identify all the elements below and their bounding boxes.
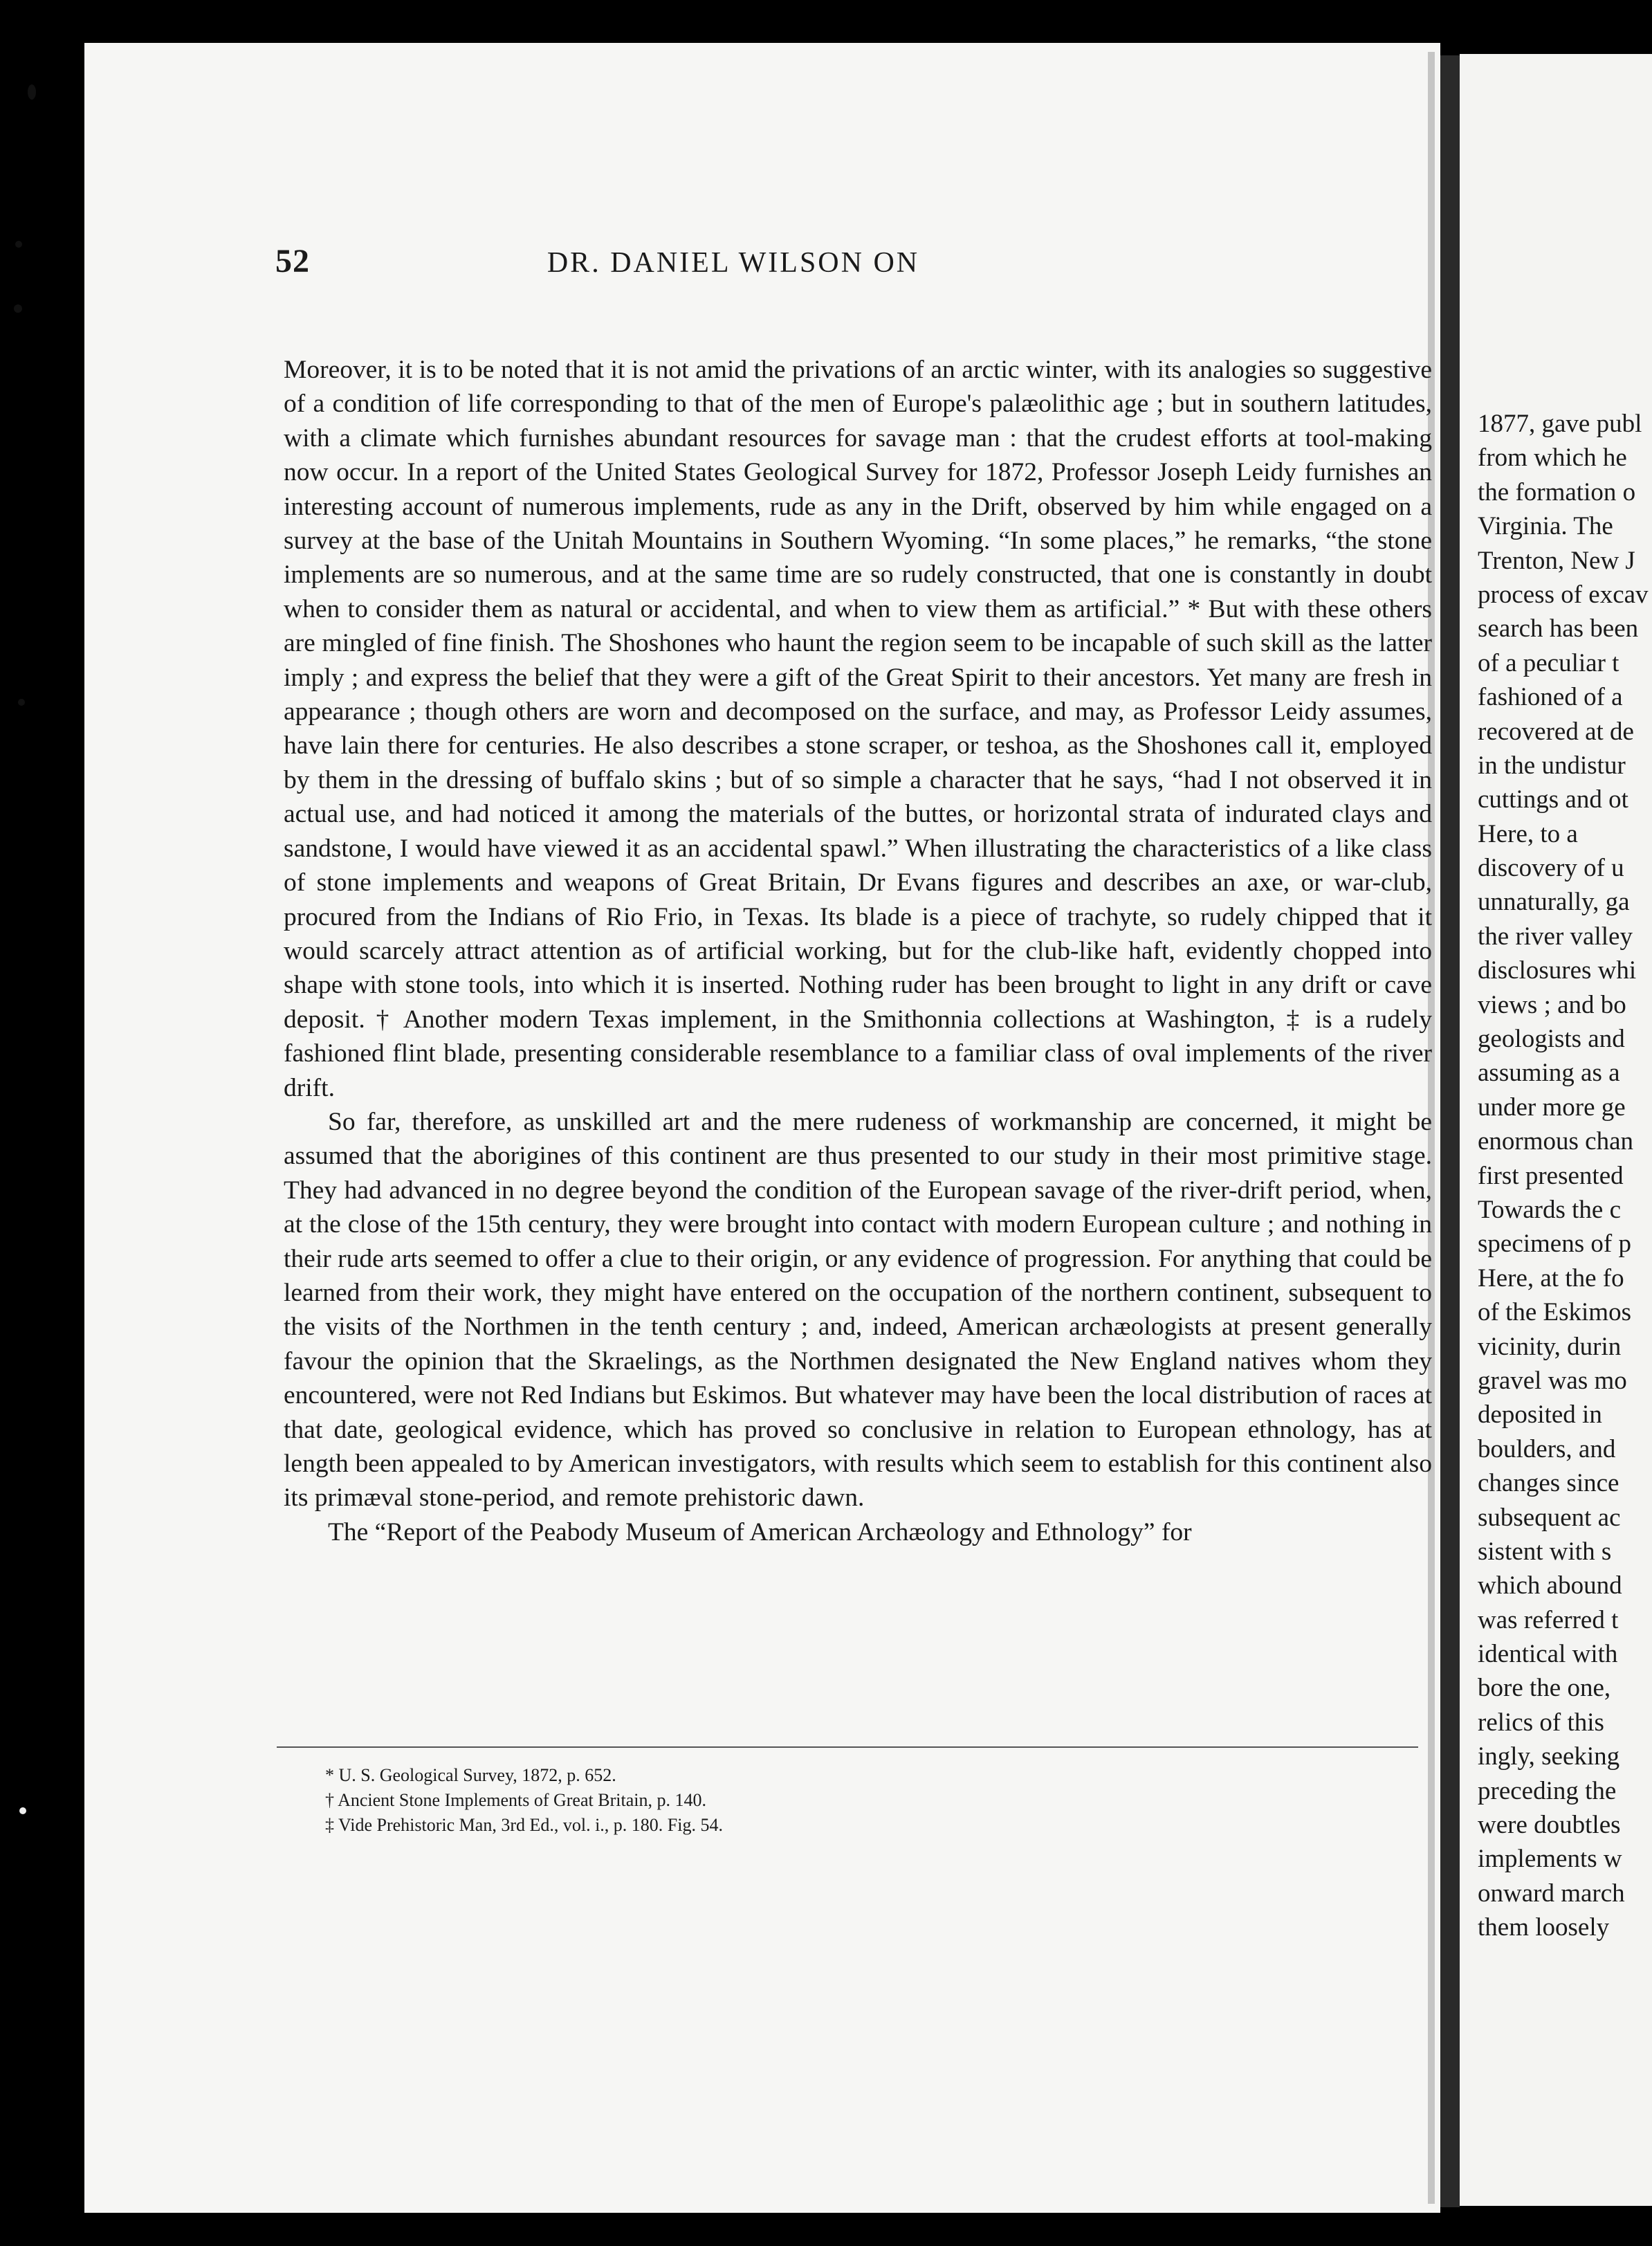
right-page [1460, 54, 1652, 2206]
right-page-line: subsequent ac [1478, 1503, 1621, 1532]
right-page-line: assuming as a [1478, 1059, 1620, 1088]
right-page-line: specimens of p [1478, 1230, 1631, 1259]
right-page-line: unnaturally, ga [1478, 888, 1630, 917]
scan-edge [0, 0, 42, 2246]
right-page-line: Virginia. The [1478, 512, 1613, 541]
right-page-line: the river valley [1478, 922, 1633, 951]
right-page-line: was referred t [1478, 1605, 1619, 1634]
right-page-line: deposited in [1478, 1400, 1602, 1430]
running-head: DR. DANIEL WILSON ON [547, 247, 920, 279]
right-page-line: views ; and bo [1478, 990, 1626, 1019]
footnote: † Ancient Stone Implements of Great Britain, p. 140. [325, 1790, 706, 1810]
right-page-text [1478, 407, 1652, 1945]
right-page-line: first presented [1478, 1161, 1624, 1190]
body-text [284, 353, 1432, 1549]
right-page-line: enormous chan [1478, 1127, 1634, 1156]
scan-speck [19, 1807, 26, 1814]
right-page-line: sistent with s [1478, 1537, 1612, 1566]
right-page-line: which abound [1478, 1571, 1622, 1600]
footnote: ‡ Vide Prehistoric Man, 3rd Ed., vol. i., p. 180. Fig. 54. [325, 1815, 723, 1835]
right-page-line: Here, at the fo [1478, 1263, 1624, 1293]
right-page-line: of a peculiar t [1478, 648, 1619, 677]
right-page-line: identical with [1478, 1640, 1618, 1669]
right-page-line: the formation o [1478, 477, 1636, 506]
right-page-line: fashioned of a [1478, 683, 1623, 712]
right-page-line: cuttings and ot [1478, 785, 1628, 814]
paragraph: So far, therefore, as unskilled art and the mere rudeness of workmanship are concerned, it might be assumed that the aborigines of this continent are thus presented to our study in their most primitive stage. They had advanced in no degree beyond the condition of the European savage of the river-drift period, when, at the close of the 15th century, they were brought into contact with modern European culture ; and nothing in their rude arts seemed to offer a clue to their origin, or any evidence of progression. For anything that could be learned from their work, they might have entered on the occupation of the northern continent, subsequent to the visits of the Northmen in the tenth century ; and, indeed, American archæologists at present generally favour the opinion that the Skraelings, as the Northmen designated the New England natives whom they encountered, were not Red Indians but Eskimos. But whatever may have been the local distribution of races at that date, geological evidence, which has proved so conclusive in relation to European ethnology, has at length been appealed to by American investigators, with results which seem to establish for this continent also its primæval stone-period, and remote prehistoric dawn. [284, 1107, 1432, 1513]
right-page-line: 1877, gave publ [1478, 410, 1642, 438]
right-page-line: discovery of u [1478, 854, 1624, 883]
right-page-line: disclosures whi [1478, 956, 1637, 985]
right-page-line: from which he [1478, 444, 1627, 473]
right-page-line: relics of this [1478, 1708, 1604, 1737]
footnote: * U. S. Geological Survey, 1872, p. 652. [325, 1765, 616, 1785]
right-page-line: Trenton, New J [1478, 546, 1635, 575]
right-page-line: under more ge [1478, 1093, 1626, 1122]
right-page-line: onward march [1478, 1879, 1625, 1908]
right-page-line: in the undistur [1478, 751, 1626, 780]
right-page-line: boulders, and [1478, 1434, 1616, 1463]
right-page-line: search has been [1478, 614, 1639, 643]
right-page-line: of the Eskimos [1478, 1298, 1631, 1327]
right-page-line: implements w [1478, 1845, 1622, 1874]
footnotes [325, 1763, 723, 1838]
right-page-line: Towards the c [1478, 1195, 1622, 1224]
right-page-line: changes since [1478, 1469, 1619, 1498]
right-page-line: recovered at de [1478, 717, 1634, 746]
right-page-line: vicinity, durin [1478, 1332, 1622, 1361]
right-page-line: ingly, seeking [1478, 1742, 1620, 1771]
right-page-line: Here, to a [1478, 819, 1578, 848]
right-page-line: preceding the [1478, 1776, 1617, 1805]
right-page-line: were doubtles [1478, 1811, 1621, 1840]
right-page-line: bore the one, [1478, 1674, 1611, 1703]
scan-speck [18, 699, 25, 706]
scan-speck [28, 84, 36, 100]
right-page-line: geologists and [1478, 1025, 1625, 1054]
paragraph: Moreover, it is to be noted that it is not amid the privations of an arctic winter, with its analogies so suggestive of a condition of life corresponding to that of the men of Europe's palæolithic age ; but in southern latitudes, with a climate which furnishes abundant resources for savage man : that the crudest efforts at tool-making now occur. In a report of the United States Geological Survey for 1872, Professor Joseph Leidy furnishes an interesting account of numerous implements, rude as any in the Drift, observed by him while engaged on a survey at the base of the Unitah Mountains in Southern Wyoming. “In some places,” he remarks, “the stone implements are so numerous, and at the same time are so rudely constructed, that one is constantly in doubt when to consider them as natural or accidental, and when to view them as artificial.” * But with these others are mingled of fine finish. The Shoshones who haunt the region seem to be incapable of such skill as the latter imply ; and express the belief that they were a gift of the Great Spirit to their ancestors. Yet many are fresh in appearance ; though others are worn and decomposed on the surface, and may, as Professor Leidy assumes, have lain there for centuries. He also describes a stone scraper, or teshoa, as the Shoshones call it, employed by them in the dressing of buffalo skins ; but of so simple a character that he says, “had I not observed it in actual use, and had noticed it among the materials of the buttes, or horizontal strata of indurated clays and sandstone, I would have viewed it as an accidental spawl.” When illustrating the characteristics of a like class of stone implements and weapons of Great Britain, Dr Evans figures and describes an axe, or war-club, procured from the Indians of Rio Frio, in Texas. Its blade is a piece of trachyte, so rudely chipped that it would scarcely attract attention as of artificial working, but for the club-like haft, evidently chopped into shape with stone tools, into which it is inserted. Nothing ruder has been brought to light in any drift or cave deposit. † Another modern Texas implement, in the Smithonnia collections at Washington, ‡ is a rudely fashioned flint blade, presenting considerable resemblance to a familiar class of oval implements of the river drift. [284, 356, 1432, 1102]
paragraph: The “Report of the Peabody Museum of American Archæology and Ethnology” for [328, 1517, 1192, 1546]
right-page-line: process of excav [1478, 580, 1649, 609]
footnote-rule [277, 1746, 1418, 1748]
page-number: 52 [275, 243, 310, 280]
page-fold-shadow [1440, 55, 1460, 2207]
right-page-line: gravel was mo [1478, 1366, 1627, 1395]
right-page-line: them loosely [1478, 1913, 1610, 1942]
scan-speck [14, 304, 22, 313]
